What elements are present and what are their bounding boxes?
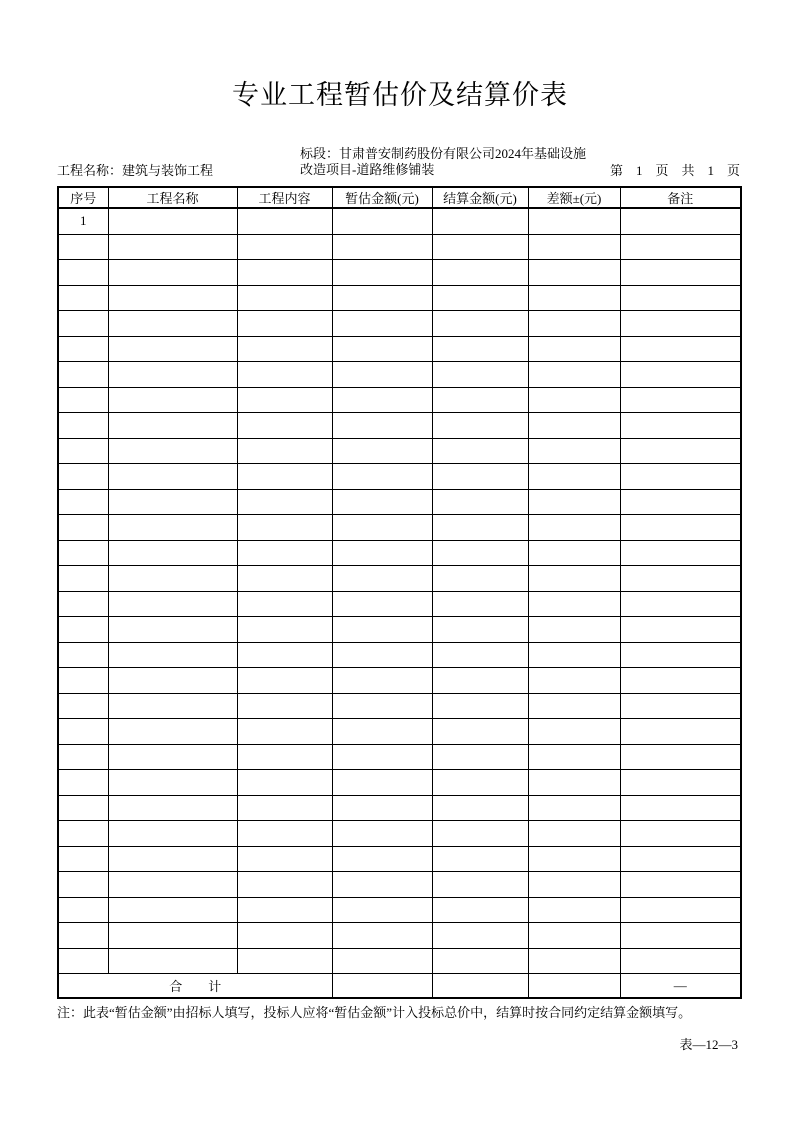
table-cell: [237, 846, 332, 872]
total-provisional-cell: [332, 974, 432, 999]
table-cell: [58, 362, 108, 388]
table-cell: [332, 719, 432, 745]
table-cell: [528, 693, 620, 719]
table-cell: [432, 821, 528, 847]
table-cell: [332, 617, 432, 643]
table-cell: [108, 464, 237, 490]
table-row: [58, 489, 741, 515]
table-cell: [237, 795, 332, 821]
table-cell: [528, 744, 620, 770]
table-cell: [108, 285, 237, 311]
table-cell: [332, 540, 432, 566]
table-cell: [528, 260, 620, 286]
table-cell: [620, 770, 741, 796]
table-cell: [620, 846, 741, 872]
table-cell: [332, 464, 432, 490]
table-cell: [432, 336, 528, 362]
table-cell: [237, 744, 332, 770]
table-cell: [332, 413, 432, 439]
table-cell: [620, 923, 741, 949]
table-row: [58, 923, 741, 949]
table-cell: [108, 642, 237, 668]
table-cell: [528, 719, 620, 745]
table-row: [58, 387, 741, 413]
table-cell: [237, 311, 332, 337]
footnote: 注：此表“暂估金额”由招标人填写，投标人应将“暂估金额”计入投标总价中，结算时按合同约定结算金额填写。: [57, 1005, 692, 1020]
table-cell: [237, 540, 332, 566]
table-cell: [432, 515, 528, 541]
table-cell: [58, 668, 108, 694]
table-cell: [620, 387, 741, 413]
table-cell: [620, 285, 741, 311]
table-row: [58, 821, 741, 847]
total-row: [58, 974, 741, 999]
table-cell: [620, 515, 741, 541]
table-cell: [108, 617, 237, 643]
header-row: [58, 187, 741, 208]
table-cell: [432, 260, 528, 286]
column-header-difference: 差额±(元): [528, 187, 620, 208]
table-cell: [58, 515, 108, 541]
table-cell: [620, 464, 741, 490]
table-cell: [528, 208, 620, 234]
table-cell: [528, 668, 620, 694]
table-cell: [528, 795, 620, 821]
table-cell: [528, 642, 620, 668]
table-cell: [432, 846, 528, 872]
table-cell: [528, 617, 620, 643]
table-row: [58, 464, 741, 490]
table-cell: [237, 668, 332, 694]
table-cell: [58, 872, 108, 898]
table-cell: [432, 540, 528, 566]
table-cell: [237, 770, 332, 796]
table-cell: [332, 770, 432, 796]
table-row: [58, 540, 741, 566]
table-cell: [332, 311, 432, 337]
column-header-seq: 序号: [58, 187, 108, 208]
table-cell: [58, 617, 108, 643]
table-cell: [620, 897, 741, 923]
table-cell: [528, 821, 620, 847]
table-cell: [620, 362, 741, 388]
table-cell: [432, 693, 528, 719]
table-cell: [528, 489, 620, 515]
table-cell: [58, 234, 108, 260]
table-cell: [528, 387, 620, 413]
table-body: [58, 208, 741, 974]
table-cell: [432, 795, 528, 821]
table-cell: [432, 311, 528, 337]
table-cell: [237, 387, 332, 413]
table-cell: [620, 260, 741, 286]
table-cell: [237, 336, 332, 362]
table-cell: [58, 770, 108, 796]
table-cell: [108, 744, 237, 770]
section-value: 甘肃普安制药股份有限公司2024年基础设施改造项目-道路维修铺装: [300, 146, 587, 177]
table-cell: [528, 566, 620, 592]
table-cell: [332, 668, 432, 694]
table-cell: [58, 923, 108, 949]
table-cell: [108, 846, 237, 872]
table-cell: [528, 336, 620, 362]
table-cell: [620, 234, 741, 260]
table-cell: [528, 770, 620, 796]
section-line: [300, 146, 592, 177]
table-cell: 1: [58, 208, 108, 234]
table-cell: [332, 234, 432, 260]
table-cell: [58, 540, 108, 566]
table-cell: [528, 591, 620, 617]
table-cell: [332, 821, 432, 847]
table-cell: [332, 387, 432, 413]
table-cell: [620, 821, 741, 847]
table-cell: [108, 208, 237, 234]
table-cell: [237, 234, 332, 260]
table-cell: [432, 719, 528, 745]
table-cell: [432, 872, 528, 898]
table-cell: [58, 693, 108, 719]
table-cell: [332, 744, 432, 770]
table-cell: [108, 770, 237, 796]
table-cell: [108, 795, 237, 821]
table-row: [58, 311, 741, 337]
table-row: [58, 285, 741, 311]
table-cell: [237, 693, 332, 719]
table-cell: [528, 362, 620, 388]
column-header-provisional-amount: 暂估金额(元): [332, 187, 432, 208]
form-code: 表—12—3: [679, 1037, 738, 1052]
table-cell: [332, 872, 432, 898]
table-cell: [332, 285, 432, 311]
table-cell: [620, 744, 741, 770]
table-cell: [58, 846, 108, 872]
table-cell: [528, 438, 620, 464]
table-cell: [108, 948, 237, 974]
project-name-value: 建筑与装饰工程: [122, 163, 214, 178]
table-cell: [528, 948, 620, 974]
table-row: [58, 795, 741, 821]
table-cell: [332, 693, 432, 719]
table-row: [58, 362, 741, 388]
table-cell: [237, 719, 332, 745]
table-cell: [528, 540, 620, 566]
table-cell: [108, 821, 237, 847]
table-cell: [332, 489, 432, 515]
table-cell: [237, 821, 332, 847]
table-cell: [237, 260, 332, 286]
table-cell: [620, 489, 741, 515]
table-cell: [58, 642, 108, 668]
table-cell: [620, 413, 741, 439]
table-cell: [332, 923, 432, 949]
table-cell: [432, 897, 528, 923]
table-row: [58, 719, 741, 745]
table-cell: [58, 413, 108, 439]
table-cell: [432, 489, 528, 515]
total-difference-cell: [528, 974, 620, 999]
table-row: [58, 260, 741, 286]
table-row: [58, 617, 741, 643]
table-cell: [58, 821, 108, 847]
table-cell: [432, 617, 528, 643]
table-cell: [237, 566, 332, 592]
table-cell: [108, 489, 237, 515]
table-cell: [237, 413, 332, 439]
table-cell: [237, 642, 332, 668]
table-cell: [237, 923, 332, 949]
table-cell: [620, 872, 741, 898]
table-cell: [432, 744, 528, 770]
table-cell: [528, 285, 620, 311]
table-cell: [620, 336, 741, 362]
table-cell: [432, 413, 528, 439]
table-row: [58, 897, 741, 923]
table-cell: [332, 438, 432, 464]
table-cell: [432, 668, 528, 694]
table-row: [58, 208, 741, 234]
table-row: [58, 642, 741, 668]
table-cell: [58, 260, 108, 286]
table-row: [58, 948, 741, 974]
table-cell: [620, 668, 741, 694]
table-cell: [332, 897, 432, 923]
table-cell: [108, 438, 237, 464]
table-cell: [620, 617, 741, 643]
table-cell: [58, 566, 108, 592]
table-cell: [432, 566, 528, 592]
table-cell: [108, 234, 237, 260]
table-cell: [108, 923, 237, 949]
table-cell: [58, 795, 108, 821]
provisional-price-table: [57, 186, 742, 999]
table-cell: [528, 464, 620, 490]
table-cell: [237, 591, 332, 617]
table-cell: [237, 208, 332, 234]
table-cell: [332, 362, 432, 388]
table-cell: [620, 540, 741, 566]
table-row: [58, 438, 741, 464]
table-cell: [237, 362, 332, 388]
table-cell: [332, 336, 432, 362]
table-row: [58, 515, 741, 541]
page-title: 专业工程暂估价及结算价表: [232, 80, 568, 110]
table-cell: [620, 208, 741, 234]
table-cell: [620, 948, 741, 974]
table-cell: [432, 208, 528, 234]
table-cell: [58, 897, 108, 923]
table-cell: [108, 387, 237, 413]
table-cell: [332, 566, 432, 592]
table-cell: [432, 464, 528, 490]
table-cell: [58, 591, 108, 617]
project-name-line: [57, 163, 213, 179]
table-row: [58, 846, 741, 872]
table-cell: [58, 438, 108, 464]
table-cell: [108, 260, 237, 286]
table-cell: [432, 923, 528, 949]
section-label: 标段：: [300, 146, 340, 161]
table-cell: [332, 948, 432, 974]
table-cell: [432, 285, 528, 311]
table-cell: [108, 693, 237, 719]
table-cell: [237, 489, 332, 515]
table-row: [58, 872, 741, 898]
table-cell: [332, 642, 432, 668]
table-cell: [237, 464, 332, 490]
table-cell: [332, 208, 432, 234]
column-header-project-content: 工程内容: [237, 187, 332, 208]
table-row: [58, 234, 741, 260]
table-cell: [620, 795, 741, 821]
table-cell: [620, 642, 741, 668]
column-header-project-name: 工程名称: [108, 187, 237, 208]
table-cell: [528, 897, 620, 923]
page-number-info: 第 1 页 共 1 页: [609, 163, 740, 178]
table-cell: [528, 515, 620, 541]
table-cell: [58, 336, 108, 362]
table-cell: [432, 362, 528, 388]
table-cell: [620, 566, 741, 592]
table-cell: [237, 285, 332, 311]
table-cell: [620, 693, 741, 719]
table-cell: [108, 540, 237, 566]
table-cell: [237, 438, 332, 464]
table-cell: [108, 719, 237, 745]
table-cell: [108, 515, 237, 541]
table-cell: [528, 923, 620, 949]
table-row: [58, 770, 741, 796]
table-row: [58, 566, 741, 592]
table-cell: [58, 464, 108, 490]
table-cell: [237, 515, 332, 541]
table-cell: [332, 846, 432, 872]
table-cell: [237, 872, 332, 898]
table-cell: [108, 591, 237, 617]
table-cell: [108, 668, 237, 694]
table-cell: [237, 897, 332, 923]
table-cell: [432, 948, 528, 974]
table-row: [58, 591, 741, 617]
table-cell: [528, 311, 620, 337]
table-cell: [108, 336, 237, 362]
table-cell: [108, 413, 237, 439]
column-header-remarks: 备注: [620, 187, 741, 208]
table-row: [58, 668, 741, 694]
table-cell: [108, 566, 237, 592]
table-cell: [432, 591, 528, 617]
table-row: [58, 413, 741, 439]
table-cell: [58, 311, 108, 337]
table-cell: [58, 489, 108, 515]
table-cell: [620, 719, 741, 745]
table-cell: [620, 591, 741, 617]
table-cell: [620, 311, 741, 337]
table-cell: [432, 770, 528, 796]
table-cell: [108, 872, 237, 898]
table-cell: [528, 413, 620, 439]
table-cell: [58, 719, 108, 745]
table-cell: [237, 617, 332, 643]
table-row: [58, 744, 741, 770]
table-cell: [108, 311, 237, 337]
total-settlement-cell: [432, 974, 528, 999]
table-cell: [332, 795, 432, 821]
table-cell: [432, 234, 528, 260]
table-cell: [58, 387, 108, 413]
table-cell: [332, 515, 432, 541]
table-cell: [108, 362, 237, 388]
table-cell: [620, 438, 741, 464]
column-header-settlement-amount: 结算金额(元): [432, 187, 528, 208]
table-cell: [108, 897, 237, 923]
table-row: [58, 693, 741, 719]
total-label-cell: 合 计: [58, 974, 332, 999]
total-remark-cell: —: [620, 974, 741, 999]
table-cell: [528, 234, 620, 260]
table-cell: [432, 387, 528, 413]
project-name-label: 工程名称：: [57, 163, 123, 178]
table-cell: [528, 846, 620, 872]
table-cell: [432, 642, 528, 668]
table-cell: [528, 872, 620, 898]
table-row: [58, 336, 741, 362]
table-cell: [58, 948, 108, 974]
table-cell: [237, 948, 332, 974]
table-cell: [332, 260, 432, 286]
table-cell: [332, 591, 432, 617]
table-cell: [432, 438, 528, 464]
table-cell: [58, 285, 108, 311]
table-cell: [58, 744, 108, 770]
